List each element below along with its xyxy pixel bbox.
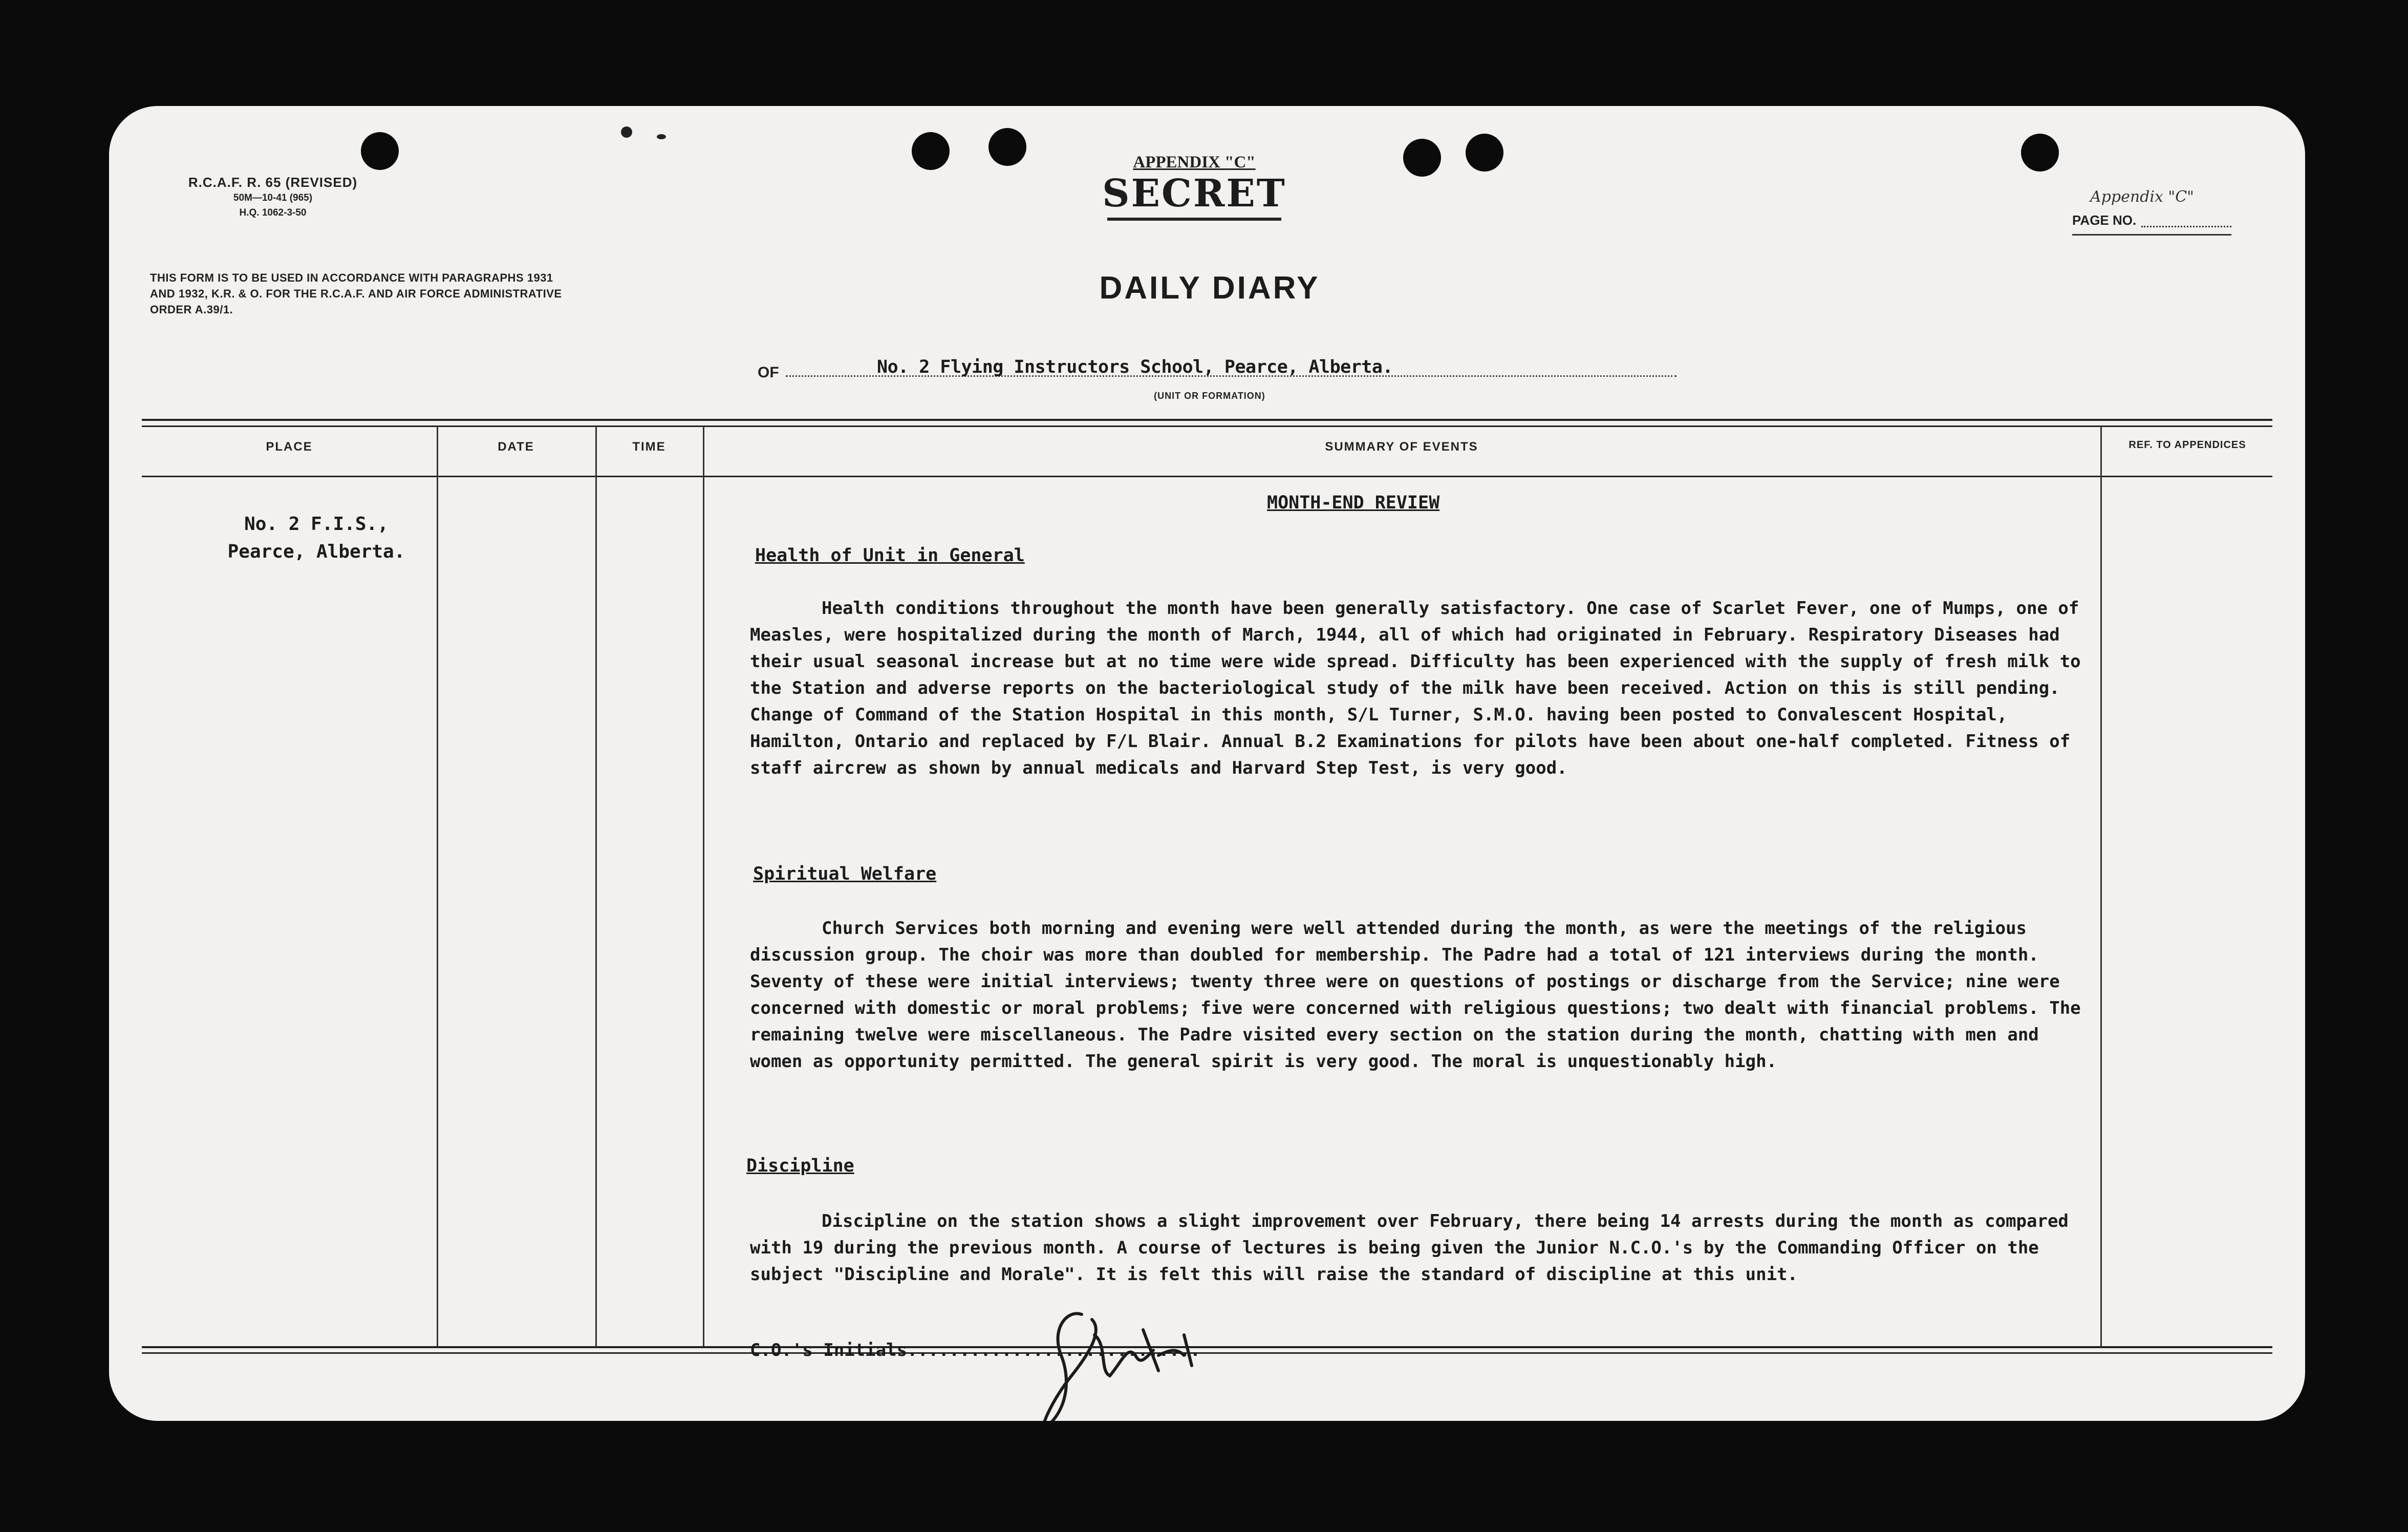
print-code: 50M—10-41 (965) bbox=[233, 193, 313, 203]
hq-code: H.Q. 1062-3-50 bbox=[239, 207, 307, 218]
page-number-rule bbox=[2072, 234, 2231, 236]
column-header-summary: SUMMARY OF EVENTS bbox=[1325, 440, 1478, 454]
appendix-label: APPENDIX "C" bbox=[1133, 153, 1256, 172]
section-heading-discipline: Discipline bbox=[746, 1156, 854, 1176]
classification-stamp: SECRET bbox=[1102, 172, 1286, 216]
handwritten-note: Appendix "C" bbox=[2090, 188, 2194, 206]
binder-hole bbox=[1466, 134, 1503, 172]
of-label: OF bbox=[758, 364, 779, 381]
page-title: DAILY DIARY bbox=[1099, 270, 1320, 306]
section-heading-spiritual: Spiritual Welfare bbox=[753, 864, 937, 884]
top-rule-inner bbox=[142, 425, 2272, 427]
form-number-block bbox=[153, 175, 393, 220]
binder-hole bbox=[1403, 139, 1441, 177]
ink-speck bbox=[657, 134, 666, 139]
column-header-date: DATE bbox=[498, 440, 534, 454]
binder-hole bbox=[912, 132, 950, 170]
column-divider bbox=[703, 427, 704, 1346]
co-initials-label: C.O.'s Initials............................ bbox=[750, 1340, 1201, 1360]
section-text-spiritual: Church Services both morning and evening were well attended during the month, as were the meetings of the religious discussion group. The choir was more than doubled for membership. The Padre had a total of 121 interviews during the month. Seventy of these were initial interviews; twenty three were on questions of postings or discharge from the Service; nine were concerned with domestic or moral problems; five were concerned with religious questions; two dealt with financial problems. The remaining twelve were miscellaneous. The Padre visited every section on the station during the month, chatting with men and women as opportunity permitted. The general spirit is very good. The moral is unquestionably high. bbox=[750, 918, 2081, 1072]
unit-name: No. 2 Flying Instructors School, Pearce, Alberta. bbox=[877, 357, 1393, 377]
review-title: MONTH-END REVIEW bbox=[1267, 493, 1440, 513]
classification-underline bbox=[1107, 218, 1281, 221]
form-number: R.C.A.F. R. 65 (REVISED) bbox=[188, 175, 358, 190]
place-entry bbox=[158, 510, 475, 566]
column-divider bbox=[595, 427, 597, 1346]
section-text-health: Health conditions throughout the month have been generally satisfactory. One case of Scarlet Fever, one of Mumps, one of Measles, were hospitalized during the month of March, 1944, all of which had originated in February. Respiratory Diseases had their usual seasonal increase but at no time were wide spread. Difficulty has been experienced with the supply of fresh milk to the Station and adverse reports on the bacteriological study of the milk have been received. Action on this is still pending. Change of Command of the Station Hospital in this month, S/L Turner, S.M.O. having been posted to Convalescent Hospital, Hamilton, Ontario and replaced by F/L Blair. Annual B.2 Examinations for pilots have been about one-half completed. Fitness of staff aircrew as shown by annual medicals and Harvard Step Test, is very good. bbox=[750, 598, 2081, 778]
binder-hole bbox=[988, 128, 1026, 166]
co-signature bbox=[990, 1299, 1205, 1421]
column-header-time: TIME bbox=[632, 440, 666, 454]
binder-hole bbox=[361, 132, 399, 170]
column-header-place: PLACE bbox=[266, 440, 313, 454]
binder-hole bbox=[2021, 134, 2059, 172]
page-number-line bbox=[2141, 226, 2231, 227]
diary-form bbox=[109, 106, 2305, 1421]
unit-caption: (UNIT OR FORMATION) bbox=[1154, 391, 1265, 401]
section-text-discipline: Discipline on the station shows a slight improvement over February, there being 14 arrests during the month as compared with 19 during the previous month. A course of lectures is being given the Junior N.C.O.'s by the Commanding Officer on the subject "Discipline and Morale". It is felt this will raise the standard of discipline at this unit. bbox=[750, 1211, 2069, 1285]
header-rule bbox=[142, 476, 2272, 477]
page-number-label: PAGE NO. bbox=[2072, 212, 2137, 228]
place-line-2: Pearce, Alberta. bbox=[227, 541, 405, 562]
bottom-rule bbox=[142, 1346, 2272, 1348]
column-header-ref: REF. TO APPENDICES bbox=[2128, 439, 2246, 451]
form-instructions: THIS FORM IS TO BE USED IN ACCORDANCE WITH PARAGRAPHS 1931 AND 1932, K.R. & O. FOR THE R.C.A.F. AND AIR FORCE ADMINISTRATIVE ORDER A.39/1. bbox=[150, 271, 562, 316]
bottom-rule-inner bbox=[142, 1352, 2272, 1354]
section-heading-health: Health of Unit in General bbox=[755, 545, 1025, 566]
top-rule bbox=[142, 419, 2272, 421]
place-line-1: No. 2 F.I.S., bbox=[244, 514, 389, 535]
ink-speck bbox=[621, 126, 632, 138]
